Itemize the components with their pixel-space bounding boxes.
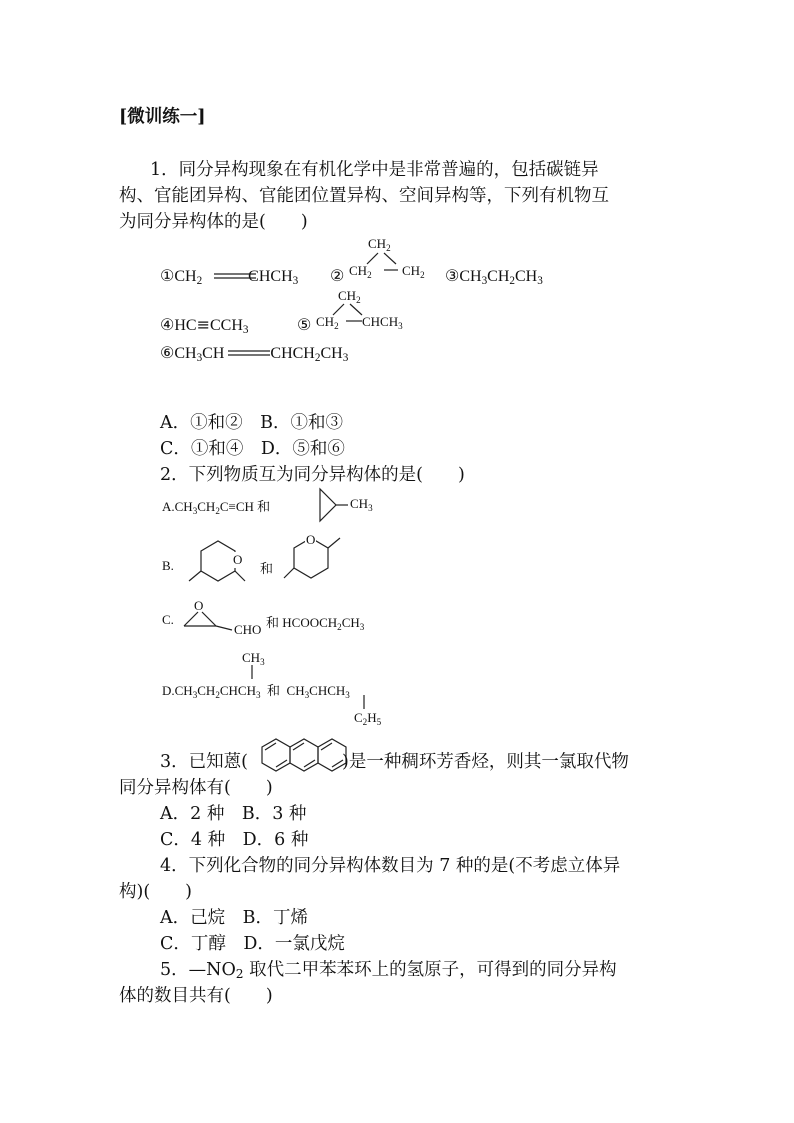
q2-c-right: 和 $HCOOCH_2CH_3$: [266, 615, 365, 632]
q2-a-methyl: $CH_3$: [350, 496, 373, 513]
q1-stem-line1: 1．同分异构现象在有机化学中是非常普遍的，包括碳链异: [150, 160, 599, 180]
q1-stem-line3: 为同分异构体的是( ): [119, 212, 308, 232]
q1-structure-4: $④HC\equiv CCH_3$: [160, 315, 249, 336]
double-bond-6: [226, 349, 272, 357]
q1-structure-1: $①CH_2$ $CHCH_3$: [160, 268, 299, 287]
q2-b-oxygen-left: O: [233, 552, 243, 567]
q1-s5-bonds: [326, 301, 376, 323]
q2-d-bond-bottom: [362, 695, 366, 709]
q1-structure-5-num: ⑤: [297, 317, 312, 334]
section-title: [微训练一]: [119, 107, 206, 127]
q1-s2-top: $CH_2$: [368, 236, 391, 253]
q2-stem: 2．下列物质互为同分异构体的是( ): [160, 465, 465, 485]
q1-s5-right: $CHCH_3$: [362, 314, 403, 331]
q4-stem-line2: 构)( ): [119, 882, 192, 902]
q1-options-row1: A．①和② B．①和③: [160, 413, 343, 433]
anthracene-structure: [254, 733, 348, 775]
q4-stem-line1: 4．下列化合物的同分异构体数目为 7 种的是(不考虑立体异: [160, 856, 621, 876]
double-bond-1: [212, 272, 258, 280]
q2-d-bond-top: [250, 665, 254, 679]
q3-stem-line1-a: 3．已知蒽(: [160, 752, 248, 772]
q1-structure-3: $③CH_3CH_2CH_3$: [445, 268, 543, 287]
q5-stem-line2: 体的数目共有( ): [119, 986, 273, 1006]
q2-option-c-label: C.: [162, 612, 174, 627]
q1-s2-bonds: [360, 250, 410, 272]
q1-s5-left: $CH_2$: [316, 314, 339, 331]
q2-option-d-left: $D.CH_3CH_2CHCH_3$ 和 $CH_3CHCH_3$: [162, 683, 350, 700]
q2-c-oxygen: O: [194, 598, 204, 613]
q2-b-oxygen-right: O: [306, 532, 316, 547]
q2-c-epoxide: [180, 610, 240, 632]
q2-option-b-label: B.: [162, 558, 174, 573]
q2-c-cho: CHO: [234, 622, 262, 637]
q2-b-ring-right: [280, 532, 360, 592]
q2-d-ethyl: $C_2H_5$: [354, 710, 382, 727]
q2-d-top-methyl: $CH_3$: [242, 650, 265, 667]
q4-options-row2: C．丁醇 D．一氯戊烷: [160, 934, 345, 954]
q3-stem-line2: 同分异构体有( ): [119, 778, 273, 798]
q1-stem-line2: 构、官能团异构、官能团位置异构、空间异构等，下列有机物互: [119, 186, 609, 206]
q2-b-and: 和: [260, 561, 274, 576]
q1-s5-top: $CH_2$: [338, 288, 361, 305]
q1-structure-2-num: ②: [330, 268, 345, 285]
q3-options-row1: A．2 种 B．3 种: [160, 804, 307, 824]
q3-stem-line1-b: )是一种稠环芳香烃，则其一氯取代物: [342, 752, 629, 772]
q1-s2-right: $CH_2$: [402, 263, 425, 280]
q1-structure-6: $⑥CH_3CH$ $CHCH_2CH_3$: [160, 345, 349, 364]
q3-options-row2: C．4 种 D．6 种: [160, 830, 309, 850]
q5-stem-line1: 5．$—NO_2$ 取代二甲苯苯环上的氢原子，可得到的同分异构: [160, 960, 617, 981]
q4-options-row1: A．己烷 B．丁烯: [160, 908, 308, 928]
q1-options-row2: C．①和④ D．⑤和⑥: [160, 439, 345, 459]
q1-s2-left: $CH_2$: [349, 263, 372, 280]
q2-option-a: $A.CH_3CH_2C\equiv CH$ 和: [162, 499, 271, 516]
